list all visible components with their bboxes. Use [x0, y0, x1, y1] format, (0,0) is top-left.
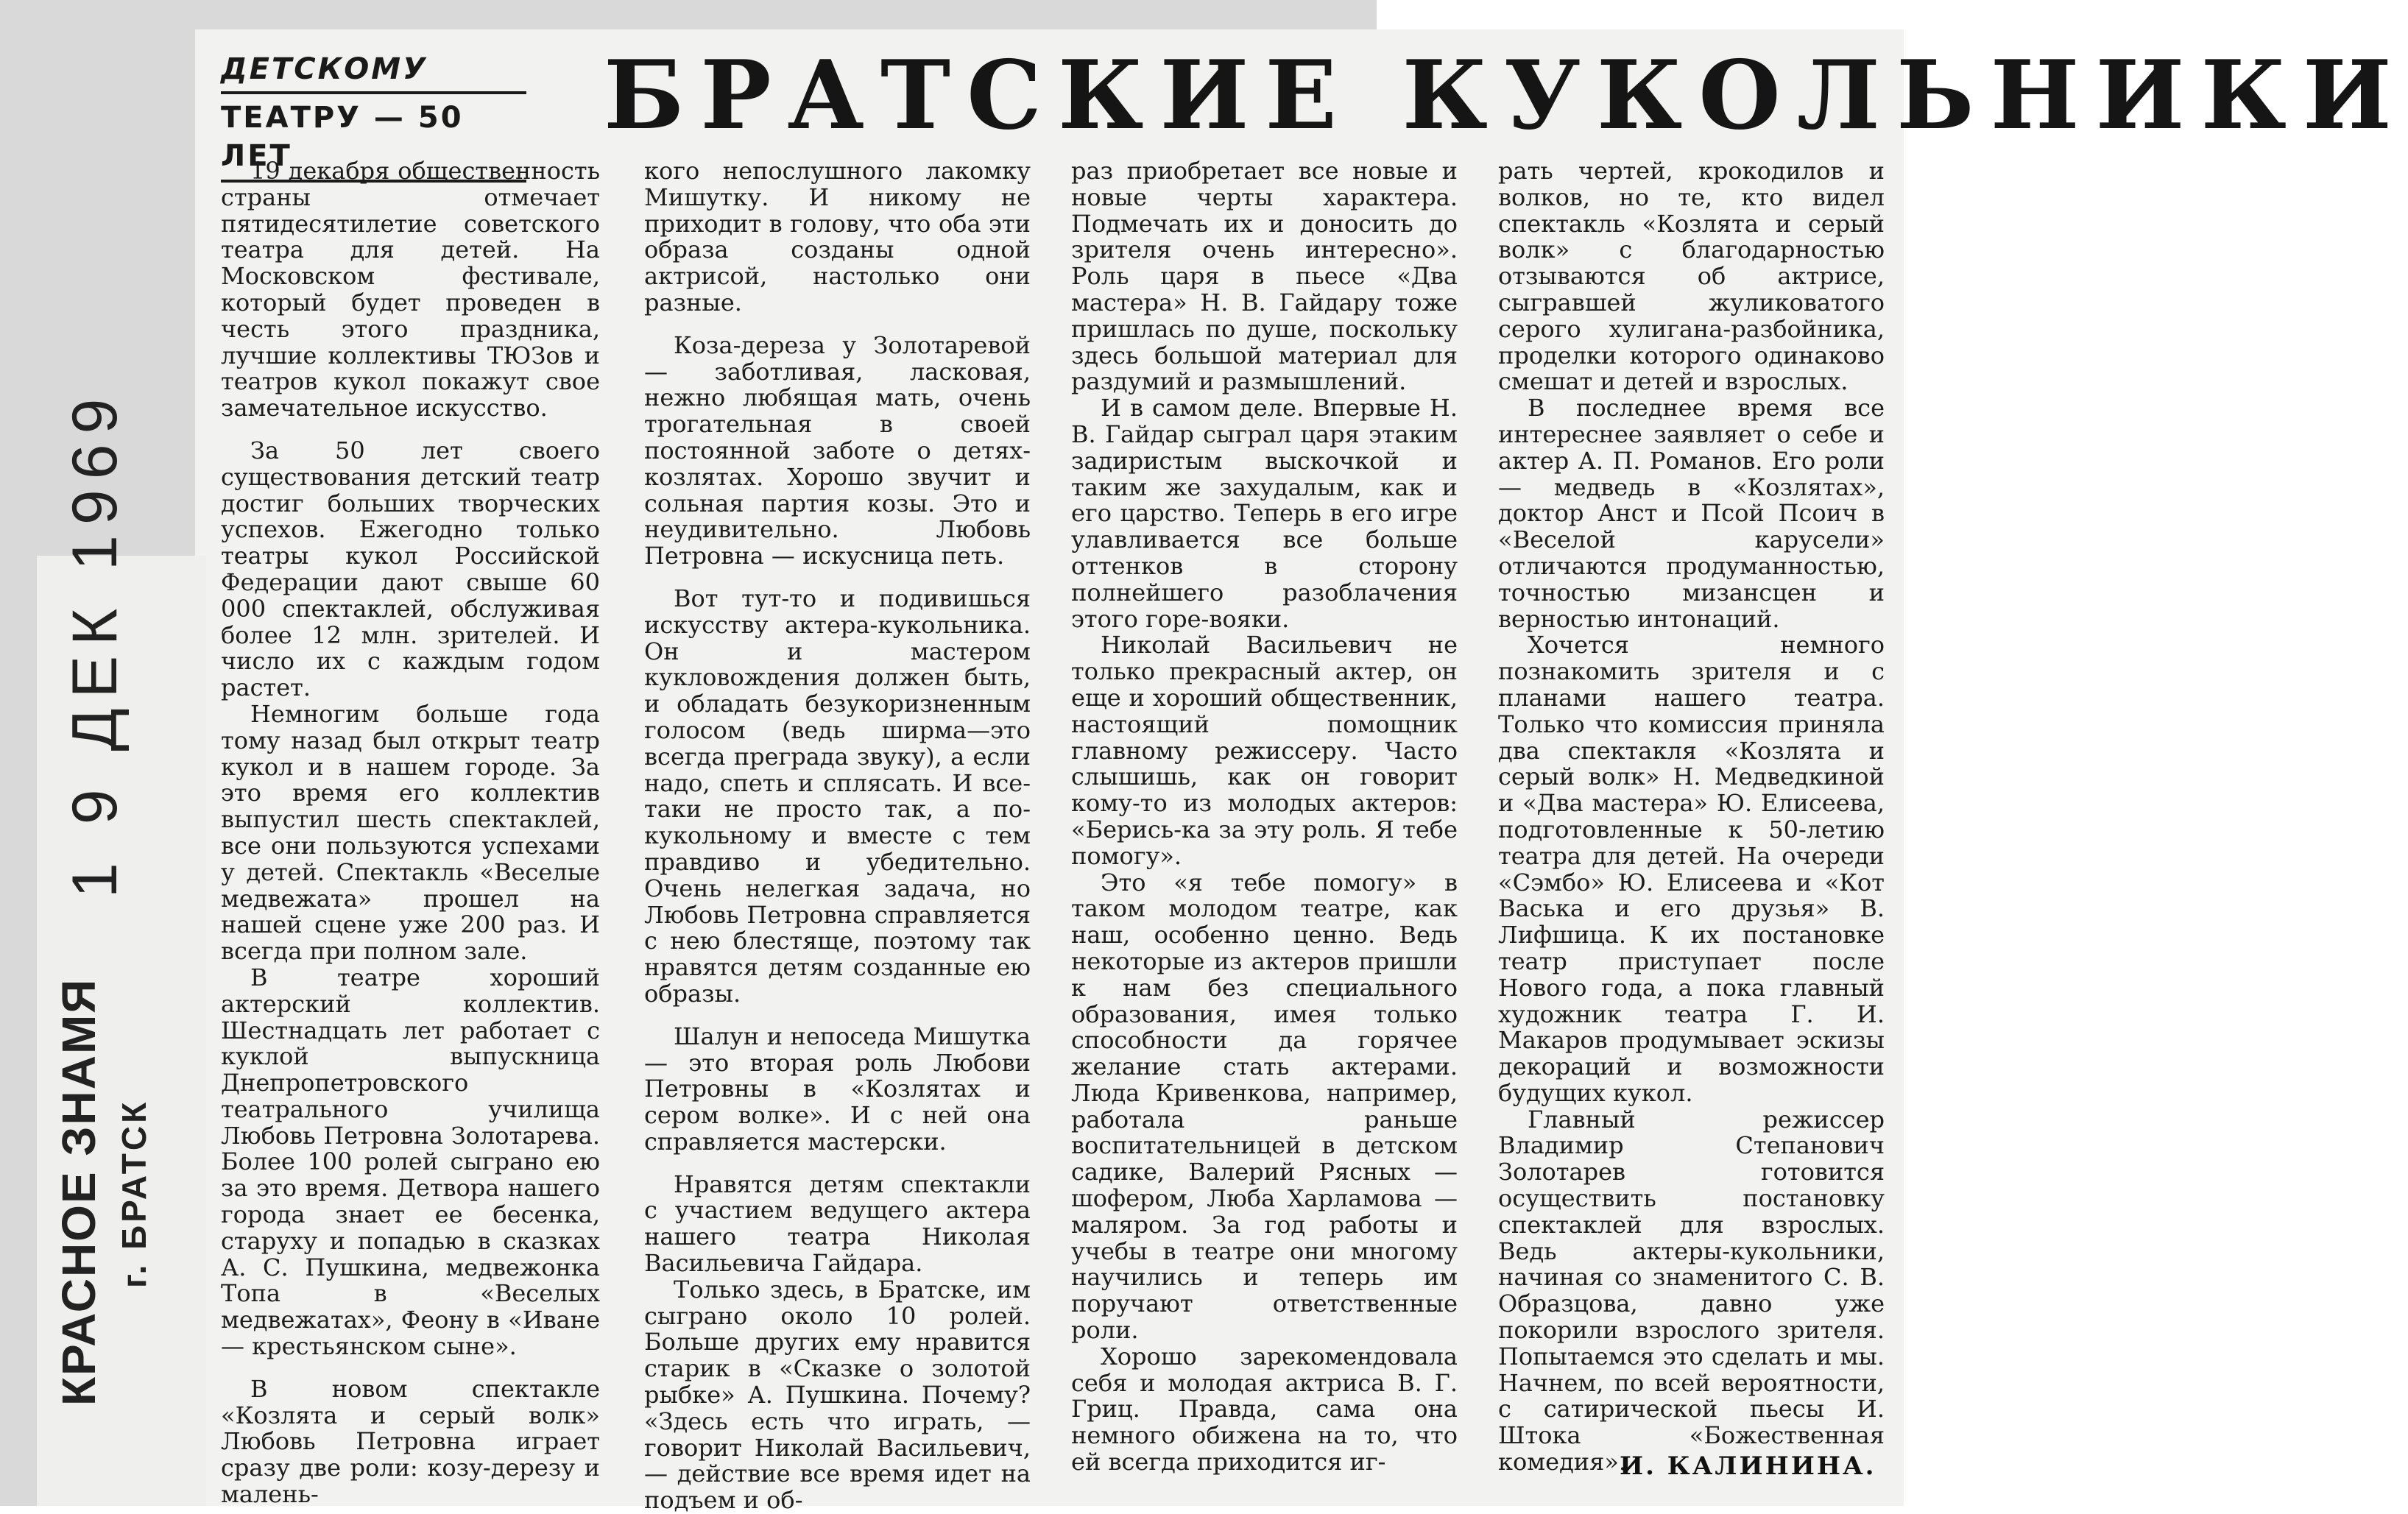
paragraph: В последнее время все интереснее заявляет о себе и актер А. П. Романов. Его роли — медведь в «Козлятах», доктор Анст и Псой Псоич в «Веселой карусели» отличаются продуманностью, точностью мизансцен и верностью интонаций. [1498, 394, 1885, 633]
paragraph: Николай Васильевич не только прекрасный актер, он еще и хороший общественник, настоящий помощник главному режиссеру. Часто слышишь, как он говорит кому-то из молодых актеров: «Берись-ка за эту роль. Я тебе помогу». [1071, 631, 1458, 870]
paragraph: В новом спектакле «Козлята и серый волк» Любовь Петровна играет сразу две роли: козу-дерезу и малень- [221, 1374, 600, 1509]
rubric-divider [221, 91, 526, 94]
paragraph: Немногим больше года тому назад был открыт театр кукол и в нашем городе. За это время его коллектив выпустил шесть спектаклей, все они пользуются успехами у детей. Спектакль «Веселые медвежата» прошел на нашей сцене уже 200 раз. И всегда при полном зале. [221, 699, 600, 966]
paragraph: рать чертей, крокодилов и волков, но те, кто видел спектакль «Козлята и серый волк» с благодарностью отзываются об актрисе, сыгравшей жуликоватого серого хулигана-разбойника, проделки которого одинаково смешат и детей и взрослых. [1498, 157, 1885, 396]
author-signature: И. КАЛИНИНА. [1620, 1451, 1876, 1481]
paragraph: За 50 лет своего существования детский театр достиг больших творческих успехов. Ежегодно только театры кукол Российской Федерации дают свыше 60 000 спектаклей, обслуживая более 12 млн. зрителей. И число их с каждым годом растет. [221, 436, 600, 702]
newspaper-name: КРАСНОЕ ЗНАМЯ [52, 977, 105, 1406]
article-column-1 [221, 158, 600, 1508]
paragraph: Шалун и непоседа Мишутка — это вторая роль Любови Петровны в «Козлятах и сером волке». И с ней она справляется мастерски. [644, 1022, 1031, 1156]
rubric-line-1: ДЕТСКОМУ [221, 52, 428, 86]
paragraph: раз приобретает все новые и новые черты характера. Подмечать их и доносить до зрителя очень интересно». Роль царя в пьесе «Два мастера» Н. В. Гайдару тоже пришлась по душе, поскольку здесь большой материал для раздумий и размышлений. [1071, 157, 1458, 396]
paragraph: Вот тут-то и подивишься искусству актера-кукольника. Он и мастером кукловождения должен быть, и обладать безукоризненным голосом (ведь ширма—это всегда преграда звуку), а если надо, спеть и сплясать. И все-таки не просто так, а по-кукольному и вместе с тем правдиво и убедительно. Очень нелегкая задача, но Любовь Петровна справляется с нею блестяще, поэтому так нравятся детям созданные ею образы. [644, 584, 1031, 1008]
paragraph: Хорошо зарекомендовала себя и молодая актриса В. Г. Гриц. Правда, сама она немного обижена на то, что ей всегда приходится иг- [1071, 1342, 1458, 1476]
paragraph: Коза-дереза у Золотаревой — заботливая, ласковая, нежно любящая мать, очень трогательная в своей постоянной заботе о детях-козлятах. Хорошо звучит и сольная партия козы. Это и неудивительно. Любовь Петровна — искусница петь. [644, 330, 1031, 570]
paragraph: Хочется немного познакомить зрителя и с планами нашего театра. Только что комиссия приняла два спектакля «Козлята и серый волк» Н. Медведкиной и «Два мастера» Ю. Елисеева, подготовленные к 50-летию театра для детей. На очереди «Сэмбо» Ю. Елисеева и «Кот Васька и его друзья» В. Лифшица. К их постановке театр приступает после Нового года, а пока главный художник театра Г. И. Макаров продумывает эскизы декораций и возможности будущих кукол. [1498, 631, 1885, 1107]
paragraph: В театре хороший актерский коллектив. Шестнадцать лет работает с куклой выпускница Днепропетровского театрального училища Любовь Петровна Золотарева. Более 100 ролей сыграно ею за это время. Детвора нашего города знает ее бесенка, старуху и попадью в сказках А. С. Пушкина, медвежонка Топа в «Веселых медвежатах», Феону в «Иване — крестьянском сыне». [221, 963, 600, 1361]
article-column-3 [1071, 158, 1458, 1476]
newspaper-city: г. БРАТСК [115, 1099, 153, 1288]
paragraph: Главный режиссер Владимир Степанович Золотарев готовится осуществить постановку спектаклей для взрослых. Ведь актеры-кукольники, начиная со знаменитого С. В. Образцова, давно уже покорили взрослого зрителя. Попытаемся это сделать и мы. Начнем, по всей вероятности, с сатирической пьесы И. Штока «Божественная комедия». [1498, 1105, 1885, 1476]
article-column-4 [1498, 158, 1885, 1476]
paragraph: Это «я тебе помогу» в таком молодом театре, как наш, особенно ценно. Ведь некоторые из актеров пришли к нам без специального образования, имея только способности да горячее желание стать актерами. Люда Кривенкова, например, работала раньше воспитательницей в детском садике, Валерий Рясных — шофером, Люба Харламова — маляром. За год работы и учебы в театре они многому научились и теперь им поручают ответственные роли. [1071, 868, 1458, 1345]
date-stamp: 1 9 ДЕК 1969 [60, 388, 130, 898]
paragraph: И в самом деле. Впервые Н. В. Гайдар сыграл царя этаким задиристым выскочкой и таким же захудалым, как и его царство. Теперь в его игре улавливается все больше оттенков в сторону полнейшего разоблачения этого горе-вояки. [1071, 394, 1458, 633]
rubric-line-2: ТЕАТРУ — 50 ЛЕТ [221, 101, 464, 173]
article-headline: БРАТСКИЕ КУКОЛЬНИКИ [604, 40, 2408, 151]
paragraph: Только здесь, в Братске, им сыграно около 10 ролей. Больше других ему нравится старик в «Сказке о золотой рыбке» А. Пушкина. Почему? «Здесь есть что играть, — говорит Николай Васильевич, — действие все время идет на подъем и об- [644, 1275, 1031, 1514]
paragraph: кого непослушного лакомку Мишутку. И никому не приходит в голову, что оба эти образа созданы одной актрисой, настолько они разные. [644, 157, 1031, 316]
article-column-2 [644, 158, 1031, 1514]
scan-margin [1377, 0, 1904, 29]
paragraph: Нравятся детям спектакли с участием ведущего актера нашего театра Николая Васильевича Гайдара. [644, 1170, 1031, 1278]
paragraph: 19 декабря общественность страны отмечает пятидесятилетие советского театра для детей. На Московском фестивале, который будет проведен в честь этого праздника, лучшие коллективы ТЮЗов и театров кукол покажут свое замечательное искусство. [221, 157, 600, 422]
